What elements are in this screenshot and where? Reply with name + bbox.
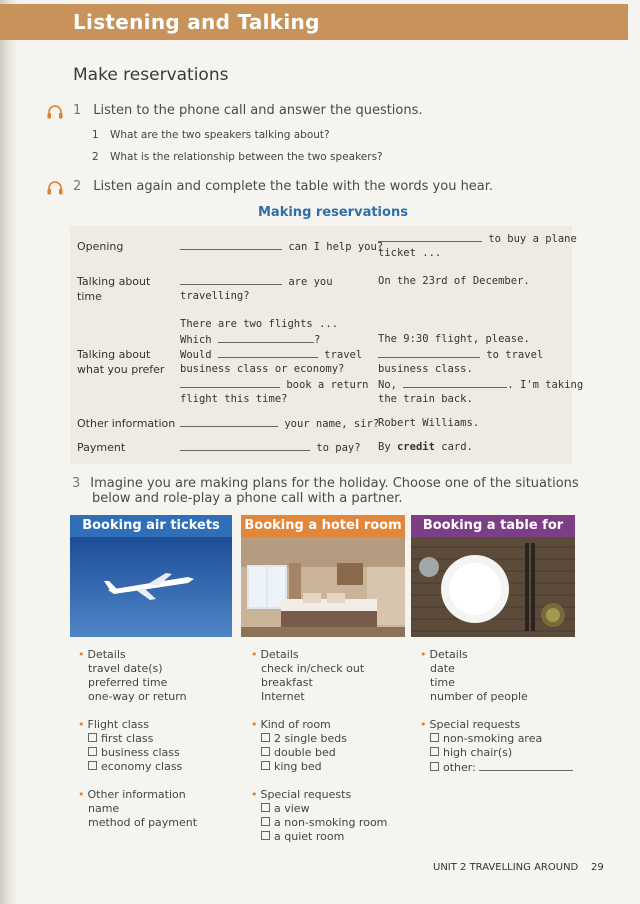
air-tickets-list: • Details travel date(s) preferred time one-way or return • Flight class first class business class economy class • Other information name method of payment <box>78 648 197 844</box>
other-answer: Robert Williams. <box>378 417 480 429</box>
payment-question: to pay? <box>180 440 361 456</box>
checkbox-item[interactable]: first class <box>78 732 197 746</box>
task-1-instruction: 1 Listen to the phone call and answer the questions. <box>73 103 423 118</box>
card-hotel-room-header[interactable]: Booking a hotel room <box>241 515 405 537</box>
prefer-answer: to travel <box>378 347 543 363</box>
list-heading: • Special requests <box>251 788 387 802</box>
checkbox-item[interactable]: a view <box>251 802 387 816</box>
airplane-photo <box>70 537 232 637</box>
checkbox-item[interactable]: double bed <box>251 746 387 760</box>
unit-footer: UNIT 2 TRAVELLING AROUND <box>433 862 579 873</box>
page-binding-shadow <box>0 0 18 904</box>
prefer-line: Would travel <box>180 349 363 361</box>
answer-blank[interactable] <box>180 377 280 388</box>
dinner-table-list: • Details date time number of people • Special requests non-smoking area high chair(s) other: <box>420 648 573 789</box>
answer-blank[interactable] <box>180 416 278 427</box>
reservation-table <box>70 226 584 464</box>
dinner-table-photo <box>411 537 575 637</box>
checkbox-item[interactable]: a non-smoking room <box>251 816 387 830</box>
hotel-room-photo <box>241 537 405 637</box>
list-heading: • Flight class <box>78 718 197 732</box>
section-banner <box>0 4 628 40</box>
list-heading: • Kind of room <box>251 718 387 732</box>
row-label-time-cont: time <box>77 290 102 303</box>
prefer-line: business class or economy? <box>180 363 345 375</box>
task-3-instruction: 3 Imagine you are making plans for the holiday. Choose one of the situations below and role-play a phone call with a partner. <box>72 476 579 506</box>
row-label-prefer: Talking about <box>77 348 151 361</box>
headphones-icon[interactable] <box>46 180 64 196</box>
checkbox-item[interactable]: other: <box>420 760 573 775</box>
answer-blank[interactable] <box>180 239 282 250</box>
other-question: your name, sir? <box>180 416 379 432</box>
row-label-prefer-cont: what you prefer <box>77 363 165 376</box>
opening-phrase: can I help you? <box>180 239 383 255</box>
task-2-instruction: 2 Listen again and complete the table with the words you hear. <box>73 179 494 194</box>
checkbox-item[interactable]: non-smoking area <box>420 732 573 746</box>
headphones-icon[interactable] <box>46 104 64 120</box>
prefer-answer: the train back. <box>378 393 473 405</box>
opening-response-cont: ticket ... <box>378 247 442 259</box>
checkbox-item[interactable]: a quiet room <box>251 830 387 844</box>
time-question-cont: travelling? <box>180 290 250 302</box>
list-heading: • Details <box>251 648 387 662</box>
row-label-other: Other information <box>77 417 176 430</box>
checkbox-item[interactable]: high chair(s) <box>420 746 573 760</box>
checkbox-item[interactable]: economy class <box>78 760 197 774</box>
list-heading: • Details <box>420 648 573 662</box>
answer-blank[interactable] <box>180 440 310 451</box>
prefer-line: There are two flights ... <box>180 318 339 330</box>
answer-blank[interactable] <box>378 347 480 358</box>
list-heading: • Special requests <box>420 718 573 732</box>
prefer-answer: The 9:30 flight, please. <box>378 333 530 345</box>
payment-answer: By credit card. <box>378 441 473 453</box>
hotel-room-list: • Details check in/check out breakfast Internet • Kind of room 2 single beds double bed king bed • Special requests a view a non-smoking room a quiet room <box>251 648 387 858</box>
banner-title: Listening and Talking <box>73 10 320 34</box>
row-label-time: Talking about <box>77 275 151 288</box>
row-label-opening: Opening <box>77 240 124 253</box>
list-heading: • Other information <box>78 788 197 802</box>
time-question: are you <box>180 274 333 290</box>
checkbox-item[interactable]: king bed <box>251 760 387 774</box>
answer-blank[interactable] <box>403 377 507 388</box>
answer-blank[interactable] <box>378 231 482 242</box>
table-title: Making reservations <box>258 205 408 220</box>
prefer-line: Which ? <box>180 334 321 346</box>
prefer-answer: business class. <box>378 363 473 375</box>
task-1-question: 2 What is the relationship between the two speakers? <box>92 151 383 163</box>
card-air-tickets-header[interactable]: Booking air tickets <box>70 515 232 537</box>
checkbox-item[interactable]: 2 single beds <box>251 732 387 746</box>
card-dinner-table-header[interactable]: Booking a table for <box>411 515 575 537</box>
opening-response: to buy a plane <box>378 231 577 247</box>
answer-blank[interactable] <box>218 332 314 343</box>
task-1-question: 1 What are the two speakers talking about? <box>92 129 330 141</box>
checkbox-item[interactable]: business class <box>78 746 197 760</box>
answer-blank[interactable] <box>479 760 573 771</box>
prefer-line: book a return <box>180 377 369 393</box>
prefer-line: flight this time? <box>180 393 288 405</box>
section-title: Make reservations <box>73 65 229 85</box>
time-answer: On the 23rd of December. <box>378 275 530 287</box>
prefer-answer: No, . I'm taking <box>378 379 584 391</box>
list-heading: • Details <box>78 648 197 662</box>
answer-blank[interactable] <box>218 347 318 358</box>
answer-blank[interactable] <box>180 274 282 285</box>
row-label-payment: Payment <box>77 441 126 454</box>
page-number: 29 <box>591 862 604 873</box>
